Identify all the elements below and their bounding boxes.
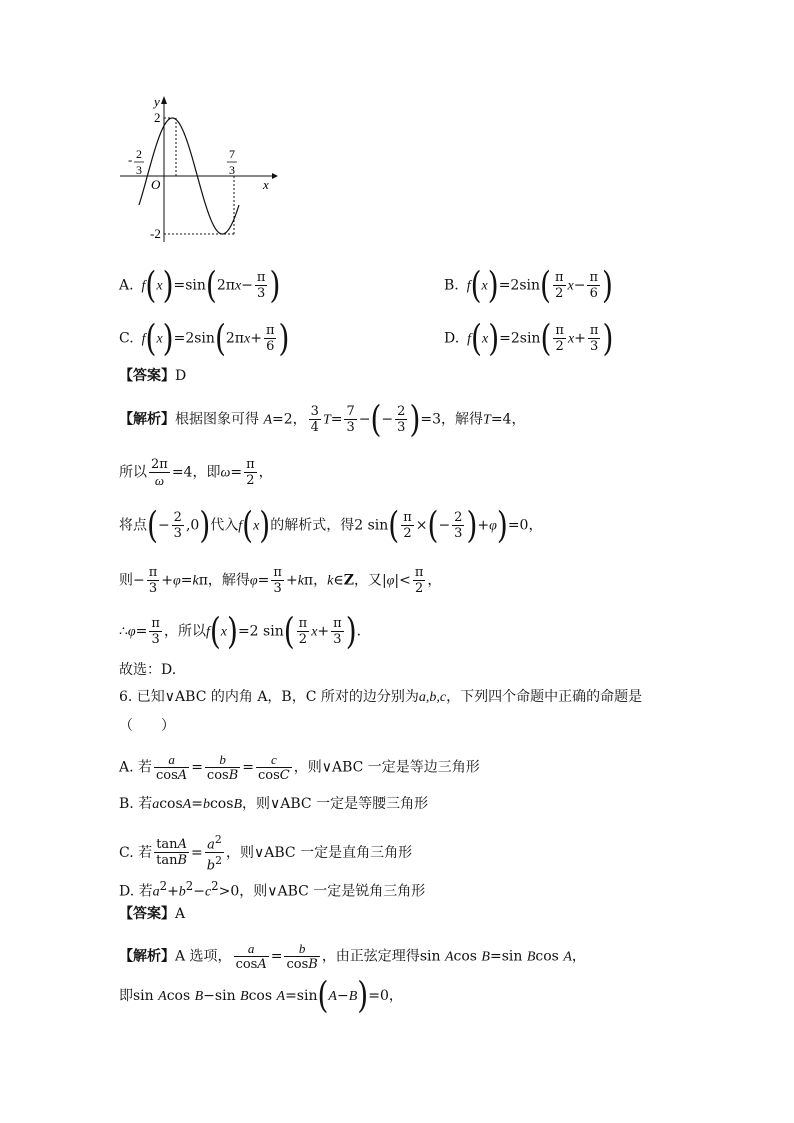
y-min-label: -2 bbox=[150, 226, 161, 241]
x-pos-num: 7 bbox=[229, 147, 235, 161]
q6-option-a: A. 若 $\frac{a}{\cos A}$ = $\frac{b}{\cos B}$ = $\frac{c}{\cos C}$ ，则∨ABC 一定是等边三角形 bbox=[119, 752, 480, 783]
q6-answer: 【答案】A bbox=[119, 906, 186, 922]
q6-stem: 6. 已知∨ABC 的内角 A，B，C 所对的边分别为a,b,c，下列四个命题中正确的命题是 bbox=[119, 689, 643, 705]
sine-graph bbox=[118, 92, 288, 252]
q5-solution-line3: 将点(− $\frac{2}{3}$ ,0)代入f(x)的解析式，得2 sin( $\frac{\pi}{2}$ ×(− $\frac{2}{3}$ )+φ)=0， bbox=[119, 503, 543, 547]
x-axis-label: x bbox=[263, 177, 269, 192]
x-neg-sign: - bbox=[128, 152, 133, 167]
y-max-label: 2 bbox=[154, 110, 161, 125]
q5-solution-line4: 则− $\frac{\pi}{3}$ +φ=kπ，解得φ= $\frac{\pi}{3}$ +kπ，k∈Z，又|φ|< $\frac{\pi}{2}$ ， bbox=[119, 565, 442, 596]
q5-solution-line1: 【解析】根据图象可得 A=2， $\frac{3}{4}$ T= $\frac{7}{3}$ −(− $\frac{2}{3}$ )=3，解得T=4， bbox=[119, 397, 526, 441]
y-axis-label: y bbox=[154, 94, 160, 109]
q5-option-d: D. f(x)=2sin( $\frac{\pi}{2}$ x+ $\frac{\pi}{3}$ ) bbox=[444, 316, 614, 360]
q5-solution-line2: 所以 $\frac{2\pi}{\omega}$ =4，即ω= $\frac{\pi}{2}$ ， bbox=[119, 457, 273, 488]
origin-label: O bbox=[151, 177, 161, 192]
y-axis-arrow bbox=[161, 96, 167, 104]
q5-answer: 【答案】D bbox=[119, 368, 187, 384]
x-pos-den: 3 bbox=[229, 163, 235, 177]
x-axis-arrow bbox=[272, 173, 278, 179]
q6-option-b: B. 若acosA=bcosB，则∨ABC 一定是等腰三角形 bbox=[119, 796, 429, 812]
q5-option-b: B. f(x)=2sin( $\frac{\pi}{2}$ x− $\frac{\pi}{6}$ ) bbox=[444, 263, 613, 307]
q6-solution-line2: 即sin Acos B−sin Bcos A=sin(A−B)=0， bbox=[119, 973, 403, 1017]
q5-option-a: A. f(x)=sin(2πx− $\frac{\pi}{3}$ ) bbox=[119, 263, 281, 307]
q5-conclusion: 故选：D. bbox=[119, 662, 177, 678]
q6-solution-line1: 【解析】A 选项， $\frac{a}{\cos A}$ = $\frac{b}{\cos B}$ ，由正弦定理得sin Acos B=sin Bcos A， bbox=[119, 941, 586, 972]
q6-paren: （ ） bbox=[119, 718, 175, 734]
x-neg-den: 3 bbox=[136, 163, 142, 177]
q6-option-d: D. 若$a^2+b^2-c^2>0$，则∨ABC 一定是锐角三角形 bbox=[119, 879, 426, 900]
q5-solution-line5: ∴φ= $\frac{\pi}{3}$ ，所以f(x)=2 sin( $\frac{\pi}{2}$ x+ $\frac{\pi}{3}$ ). bbox=[119, 609, 362, 653]
x-neg-num: 2 bbox=[136, 147, 142, 161]
q5-option-c: C. f(x)=2sin(2πx+ $\frac{\pi}{6}$ ) bbox=[119, 316, 290, 360]
q6-option-c: C. 若 $\frac{\tan A}{\tan B}$ = $\frac{a^2}{b^2}$ ，则∨ABC 一定是直角三角形 bbox=[119, 833, 413, 874]
